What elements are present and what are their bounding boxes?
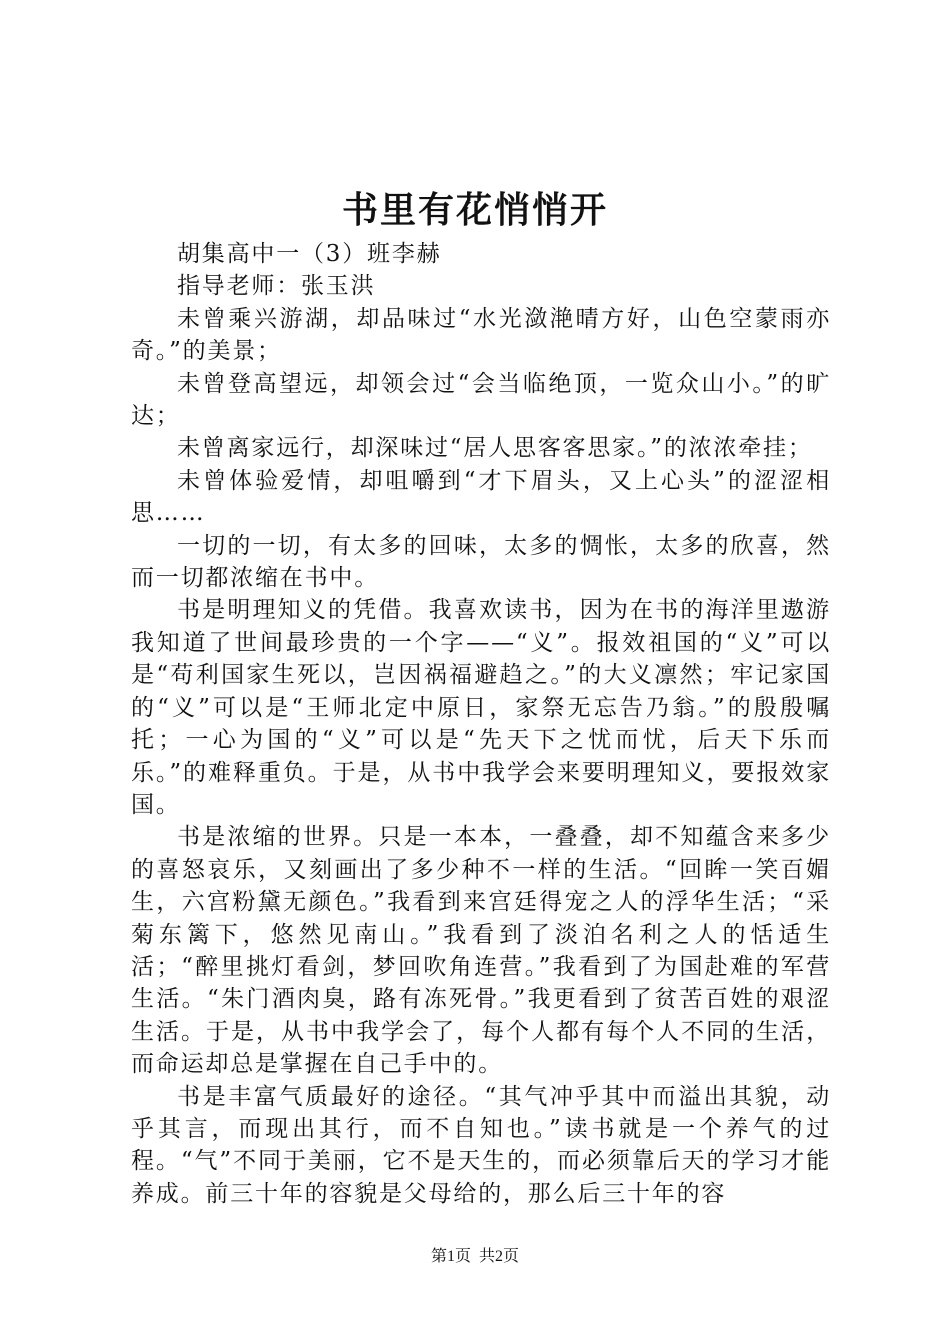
paragraph: 未曾登高望远，却领会过“会当临绝顶，一览众山小。”的旷达； bbox=[131, 370, 831, 430]
paragraph: 未曾离家远行，却深味过“居人思客客思家。”的浓浓牵挂； bbox=[177, 435, 813, 462]
paragraph: 未曾体验爱情，却咀嚼到“才下眉头，又上心头”的涩涩相思…… bbox=[131, 467, 831, 527]
page-number: 第1页 bbox=[430, 1248, 471, 1265]
paragraph: 未曾乘兴游湖，却品味过“水光潋滟晴方好，山色空蒙雨亦奇。”的美景； bbox=[131, 305, 831, 365]
paragraph: 书是明理知义的凭借。我喜欢读书，因为在书的海洋里遨游我知道了世间最珍贵的一个字——“义”。报效祖国的“义”可以是“苟利国家生死以，岂因祸福避趋之。”的大义凛然；牢记家国的“义”可以是“王师北定中原日，家祭无忘告乃翁。”的殷殷嘱托；一心为国的“义”可以是“先天下之忧而忧，后天下乐而乐。”的难释重负。于是，从书中我学会来要明理知义，要报效家国。 bbox=[131, 597, 831, 818]
author-line: 胡集高中一（3）班李赫 bbox=[177, 241, 442, 267]
document-title: 书里有花悄悄开 bbox=[341, 189, 608, 231]
paragraph: 书是丰富气质最好的途径。“其气冲乎其中而溢出其貌，动乎其言，而现出其行，而不自知也。”读书就是一个养气的过程。“气”不同于美丽，它不是天生的，而必须靠后天的学习才能养成。前三十年的容貌是父母给的，那么后三十年的容 bbox=[131, 1083, 831, 1207]
page-footer bbox=[0, 1245, 950, 1269]
teacher-line: 指导老师：张玉洪 bbox=[177, 273, 376, 300]
page-total: 共2页 bbox=[479, 1248, 520, 1265]
paragraph: 书是浓缩的世界。只是一本本，一叠叠，却不知蕴含来多少的喜怒哀乐，又刻画出了多少种不一样的生活。“回眸一笑百媚生，六宫粉黛无颜色。”我看到来宫廷得宠之人的浮华生活；“采菊东篱下，悠然见南山。”我看到了淡泊名利之人的恬适生活；“醉里挑灯看剑，梦回吹角连营。”我看到了为国赴难的军营生活。“朱门酒肉臭，路有冻死骨。”我更看到了贫苦百姓的艰涩生活。于是，从书中我学会了，每个人都有每个人不同的生活，而命运却总是掌握在自己手中的。 bbox=[131, 824, 831, 1078]
paragraph: 一切的一切，有太多的回味，太多的惆怅，太多的欣喜，然而一切都浓缩在书中。 bbox=[131, 532, 831, 592]
document-body bbox=[131, 238, 831, 1210]
